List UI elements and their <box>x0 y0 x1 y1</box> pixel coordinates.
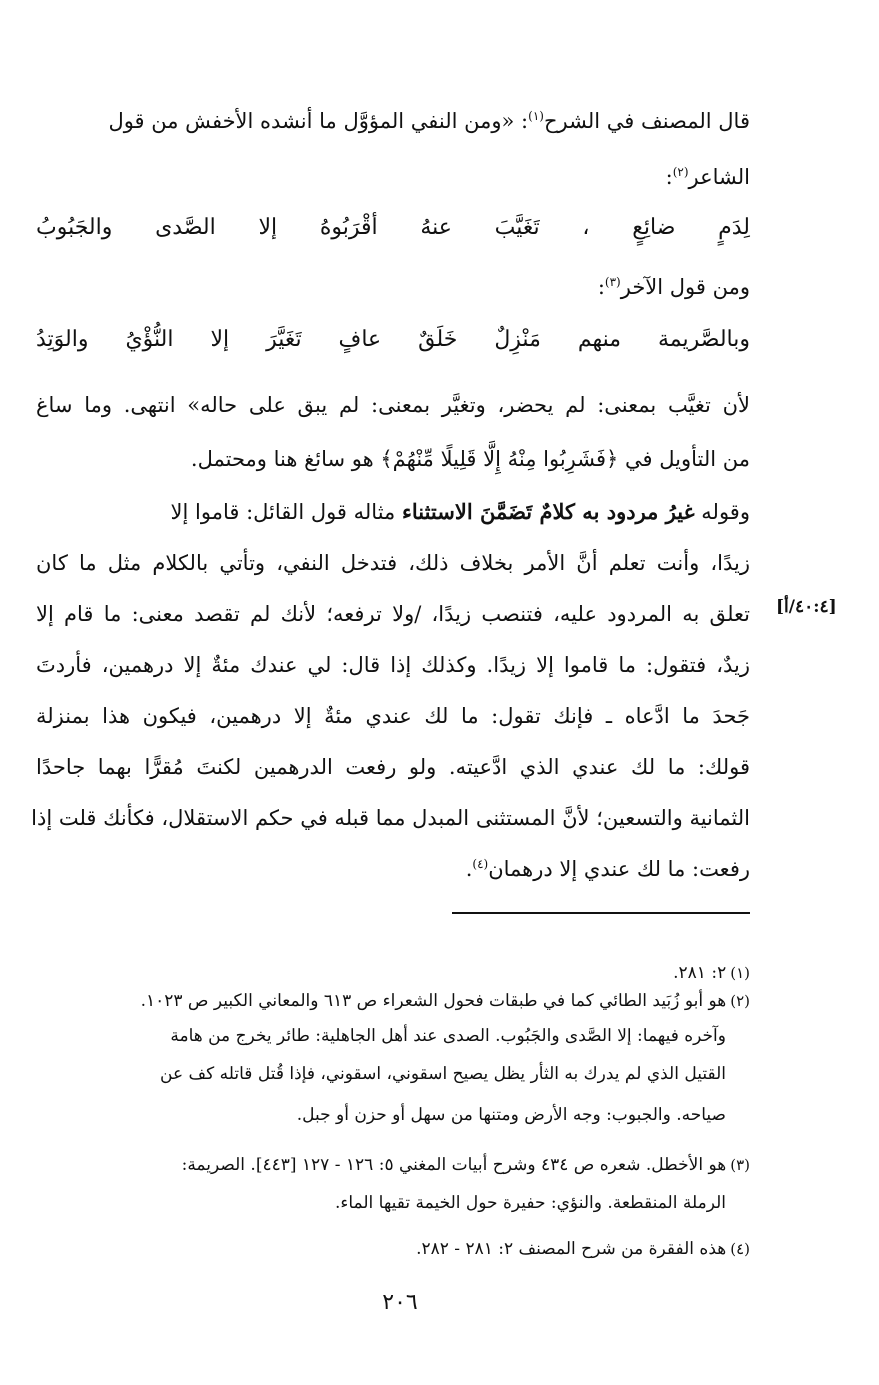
verse-word: إلا <box>258 215 278 240</box>
footnote <box>36 1236 750 1262</box>
verse-word: النُّؤْيُ <box>125 327 174 352</box>
footnote-continuation: وآخره فيهما: إلا الصَّدى والجَبُوب. الصدى عند أهل الجاهلية: طائر يخرج من هامة <box>170 1026 726 1046</box>
footnote-ref: (٤) <box>472 857 489 871</box>
footnote-ref: (٣) <box>604 275 621 289</box>
text: : <box>665 165 673 189</box>
verse-word: الصَّدى <box>155 215 216 240</box>
verse-word: عنهُ <box>420 215 452 240</box>
verse-word: عافٍ <box>338 327 382 352</box>
verse-word: ، <box>582 215 590 240</box>
paragraph-line <box>36 272 750 302</box>
paragraph-line: الثمانية والتسعين؛ لأنَّ المستثنى المبدل مما قبله في حكم الاستقلال، فكأنك قلت إذا <box>31 806 750 830</box>
text: : «ومن النفي المؤوَّل ما أنشده الأخفش من قول <box>108 109 529 133</box>
footnote-number: (٣) <box>730 1156 750 1174</box>
verse-word: وبالصَّريمة <box>657 327 750 352</box>
text: قال المصنف في الشرح <box>543 109 750 133</box>
paragraph-line <box>36 162 750 192</box>
poetry-verse <box>36 208 750 248</box>
bold-quote: غيرُ مردود به كلامٌ تَضَمَّنَ الاستثناء <box>401 499 695 524</box>
page-number: ٢٠٦ <box>382 1290 418 1315</box>
text: مثاله قول القائل: قاموا إلا <box>170 500 402 524</box>
paragraph-line: زيدٌ، فتقول: ما قاموا إلا زيدًا. وكذلك إذا قال: لي عندك مئةٌ إلا درهمين، فأردتَ <box>36 653 750 677</box>
paragraph-line: جَحدَ ما ادَّعاه ـ فإنك تقول: ما لك عندي مئةٌ إلا درهمين، فيكون هذا بمنزلة <box>36 704 750 728</box>
text: . <box>465 857 473 881</box>
footnote-continuation: صياحه. والجبوب: وجه الأرض ومتنها من سهل أو حزن أو جبل. <box>296 1105 726 1125</box>
paragraph-line: زيدًا، وأنت تعلم أنَّ الأمر بخلاف ذلك، فتدخل النفي، وتأتي بالكلام مثل ما كان <box>36 551 750 575</box>
verse-word: مَنْزِلٌ <box>494 327 541 352</box>
paragraph-line: قولك: ما لك عندي الذي ادَّعيته. ولو رفعت الدرهمين لكنتَ مُقرًّا بهما جاحدًا <box>36 755 750 779</box>
verse-word: ضائِعٍ <box>632 215 676 240</box>
footnote-text: هذه الفقرة من شرح المصنف ٢: ٢٨١ - ٢٨٢. <box>416 1239 727 1259</box>
text: رفعت: ما لك عندي إلا درهمان <box>488 857 750 881</box>
paragraph-line <box>36 106 750 136</box>
footnote-text: هو الأخطل. شعره ص ٤٣٤ وشرح أبيات المغني ٥: ١٢٦ - ١٢٧ [٤٤٣]. الصريمة: <box>181 1155 727 1175</box>
marginal-manuscript-ref: [٤٠:٤/أ] <box>776 597 837 617</box>
footnote-continuation: القتيل الذي لم يدرك به الثأر يظل يصيح اسقوني، اسقوني، فإذا قُتل قاتله كف عن <box>160 1064 726 1084</box>
footnote <box>36 960 750 986</box>
text: الشاعر <box>688 165 750 189</box>
footnote-separator <box>452 912 750 914</box>
footnote-text: هو أبو زُبَيد الطائي كما في طبقات فحول الشعراء ص ٦١٣ والمعاني الكبير ص ١٠٢٣. <box>140 991 727 1011</box>
text: وقوله <box>694 500 750 524</box>
text: ومن قول الآخر <box>620 275 750 299</box>
footnote-ref: (١) <box>528 109 544 123</box>
verse-word: إلا <box>210 327 230 352</box>
paragraph-line <box>36 854 750 884</box>
footnote <box>36 988 750 1014</box>
paragraph-line <box>36 497 750 527</box>
verse-word: خَلَقٌ <box>418 327 458 352</box>
footnote <box>36 1152 750 1178</box>
footnote-text: ٢: ٢٨١. <box>673 963 727 983</box>
footnote-number: (٢) <box>730 992 750 1010</box>
verse-word: والوَتِدُ <box>36 327 89 352</box>
verse-word: والجَبُوبُ <box>36 215 113 240</box>
paragraph-line: من التأويل في ﴿فَشَرِبُوا مِنْهُ إِلَّا قَلِيلًا مِّنْهُمْ﴾ هو سائغ هنا ومحتمل. <box>190 447 750 471</box>
verse-word: تَغَيَّبَ <box>494 215 540 240</box>
poetry-verse <box>36 320 750 360</box>
footnote-ref: (٢) <box>672 165 689 179</box>
verse-word: تَغَيَّرَ <box>266 327 302 352</box>
paragraph-line: تعلق به المردود عليه، فتنصب زيدًا، /ولا ترفعه؛ لأنك لم تقصد معنى: ما قام إلا <box>36 602 750 626</box>
footnote-number: (٤) <box>730 1240 750 1258</box>
text: : <box>597 275 605 299</box>
paragraph-line: لأن تغيَّب بمعنى: لم يحضر، وتغيَّر بمعنى: لم يبق على حاله» انتهى. وما ساغ <box>36 393 750 417</box>
footnote-number: (١) <box>730 964 750 982</box>
verse-word: لِدَمٍ <box>718 215 750 240</box>
footnote-continuation: الرملة المنقطعة. والنؤي: حفيرة حول الخيمة تقيها الماء. <box>334 1193 726 1213</box>
verse-word: أقْرَبُوهُ <box>319 215 378 240</box>
verse-word: منهم <box>577 327 622 352</box>
